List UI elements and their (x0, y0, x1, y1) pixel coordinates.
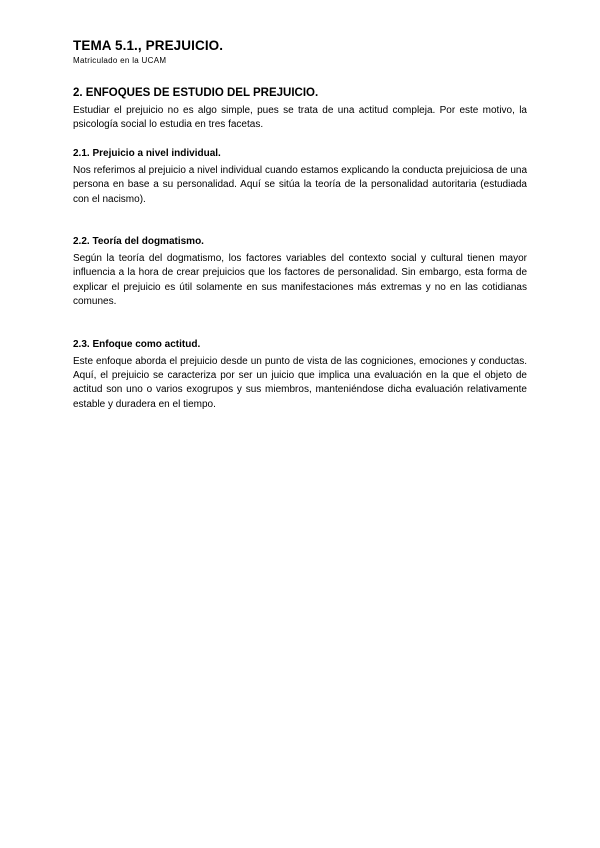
subsection-heading: 2.2. Teoría del dogmatismo. (73, 236, 204, 248)
section-enfoques (73, 86, 527, 133)
subsection-paragraph: Este enfoque aborda el prejuicio desde un punto de vista de las cogniciones, emociones y conductas. Aquí, el prejuicio se caracteriza por ser un juicio que implica una evaluación en la que el objeto de actitud son uno o varios exogrupos y sus miembros, manteniéndose dicha evaluación relativamente estable y duradera en el tiempo. (73, 355, 527, 410)
document-title: TEMA 5.1., PREJUICIO. (73, 38, 224, 53)
subsection-paragraph: Según la teoría del dogmatismo, los factores variables del contexto social y cultural tienen mayor influencia a la hora de crear prejuicios que los factores de personalidad. Sin embargo, esta forma de explicar el prejuicio es útil solamente en sus manifestaciones más extremas y no en las cotidianas comunes. (73, 253, 527, 308)
subsection-paragraph: Nos referimos al prejuicio a nivel individual cuando estamos explicando la conducta prejuiciosa de una persona en base a su personalidad. Aquí se sitúa la teoría de la personalidad autoritaria (estudiada con el nacismo). (73, 164, 527, 205)
section-heading: 2. ENFOQUES DE ESTUDIO DEL PREJUICIO. (73, 87, 319, 99)
section-intro-paragraph: Estudiar el prejuicio no es algo simple, pues se trata de una actitud compleja. Por este motivo, la psicología social lo estudia en tres facetas. (73, 105, 527, 131)
document-body (73, 86, 527, 412)
subsection-teoria-dogmatismo (73, 235, 527, 310)
subsection-prejuicio-individual (73, 147, 527, 207)
subsection-heading: 2.3. Enfoque como actitud. (73, 338, 201, 350)
subsection-heading: 2.1. Prejuicio a nivel individual. (73, 147, 221, 159)
document-subtitle: Matriculado en la UCAM (73, 56, 167, 65)
document-header (73, 38, 533, 66)
subsection-enfoque-actitud (73, 338, 527, 413)
